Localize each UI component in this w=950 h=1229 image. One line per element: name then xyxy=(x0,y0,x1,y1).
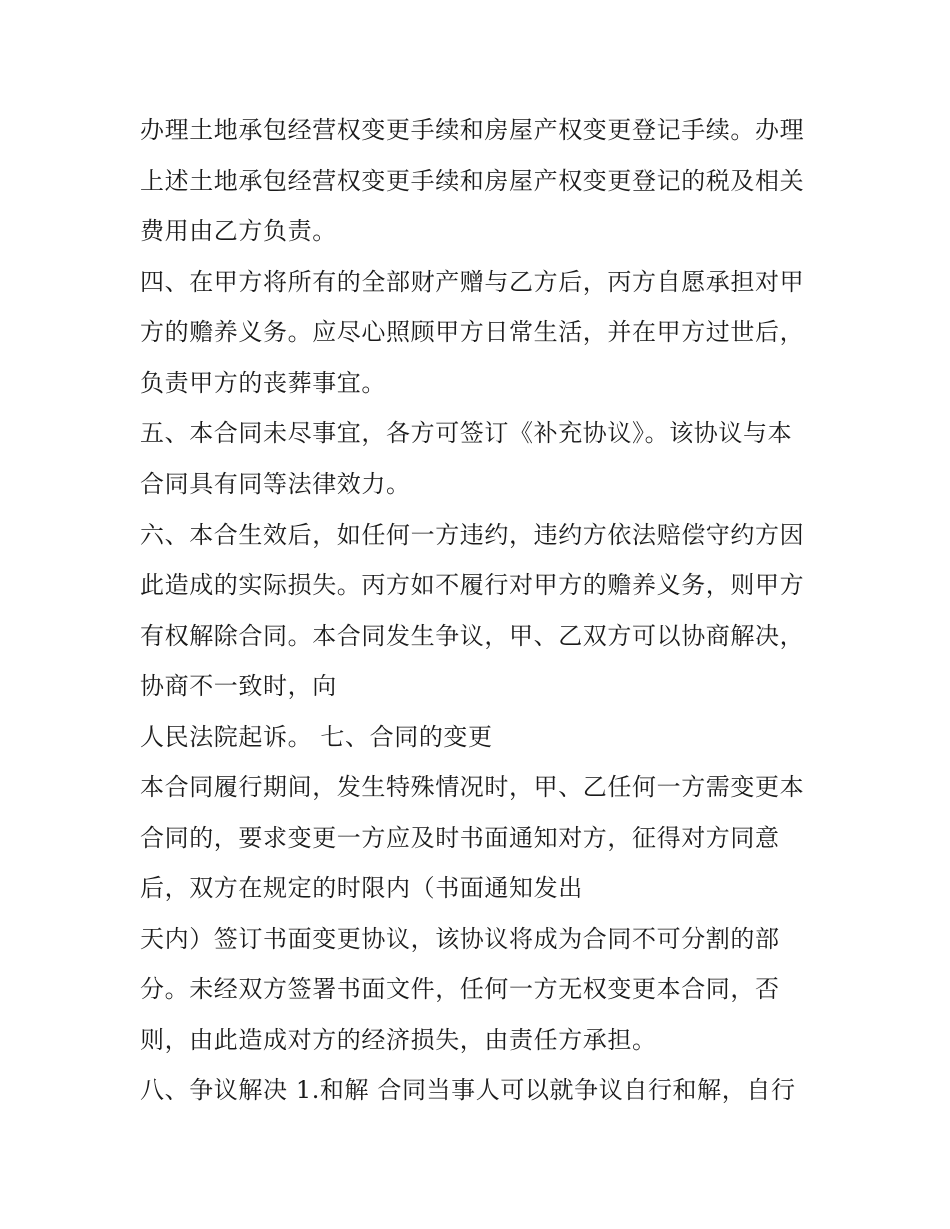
text-line: 办理土地承包经营权变更手续和房屋产权变更登记手续。办理 xyxy=(140,116,805,144)
text-line: 此造成的实际损失。丙方如不履行对甲方的赡养义务，则甲方 xyxy=(140,571,805,599)
text-line: 有权解除合同。本合同发生争议，甲、乙双方可以协商解决， xyxy=(140,622,805,650)
text-line: 上述土地承包经营权变更手续和房屋产权变更登记的税及相关 xyxy=(140,167,805,195)
text-line: 四、在甲方将所有的全部财产赠与乙方后，丙方自愿承担对甲 xyxy=(140,268,805,296)
text-line: 合同具有同等法律效力。 xyxy=(140,470,411,498)
text-line: 六、本合生效后，如任何一方违约，违约方依法赔偿守约方因 xyxy=(140,521,805,549)
text-line: 天内）签订书面变更协议，该协议将成为合同不可分割的部 xyxy=(140,925,780,953)
text-line: 人民法院起诉。 七、合同的变更 xyxy=(140,723,493,751)
text-line: 本合同履行期间，发生特殊情况时，甲、乙任何一方需变更本 xyxy=(140,773,805,801)
text-line: 后，双方在规定的时限内（书面通知发出 xyxy=(140,874,583,902)
text-line: 五、本合同未尽事宜，各方可签订《补充协议》。该协议与本 xyxy=(140,419,793,447)
text-line: 费用由乙方负责。 xyxy=(140,217,337,245)
text-line: 合同的，要求变更一方应及时书面通知对方，征得对方同意 xyxy=(140,824,780,852)
text-line: 负责甲方的丧葬事宜。 xyxy=(140,369,386,397)
text-line: 分。未经双方签署书面文件，任何一方无权变更本合同，否 xyxy=(140,975,780,1003)
text-line: 方的赡养义务。应尽心照顾甲方日常生活，并在甲方过世后， xyxy=(140,318,805,346)
text-line: 八、争议解决 1.和解 合同当事人可以就争议自行和解，自行 xyxy=(140,1076,796,1104)
text-line: 协商不一致时，向 xyxy=(140,672,337,700)
text-line: 则，由此造成对方的经济损失，由责任方承担。 xyxy=(140,1026,657,1054)
